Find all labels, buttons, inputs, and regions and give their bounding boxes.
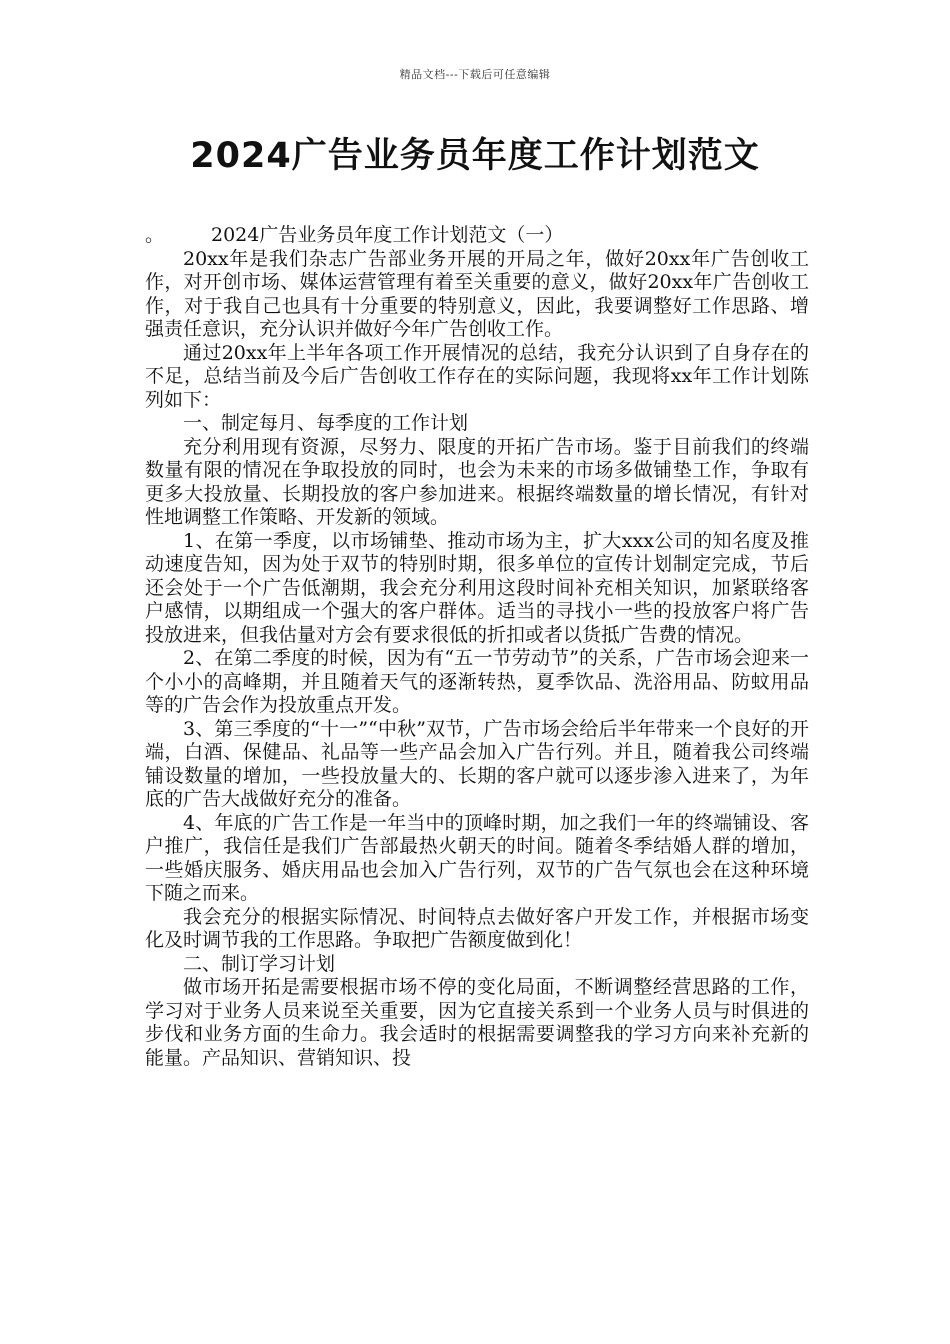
lead-mark: 。 — [145, 224, 165, 246]
document-body — [145, 224, 809, 1070]
paragraph: 2、在第二季度的时候，因为有“五一节劳动节”的关系，广告市场会迎来一个小小的高峰期，并且随着天气的逐渐转热，夏季饮品、洗浴用品、防蚊用品等的广告会作为投放重点开发。 — [145, 647, 809, 716]
section-heading: 二、制订学习计划 — [183, 952, 336, 975]
paragraph: 充分利用现有资源，尽努力、限度的开拓广告市场。鉴于目前我们的终端数量有限的情况在争取投放的同时，也会为未来的市场多做铺垫工作，争取有更多大投放量、长期投放的客户参加进来。根据终端数量的增长情况，有针对性地调整工作策略、开发新的领域。 — [145, 435, 809, 528]
document-title: 2024广告业务员年度工作计划范文 — [190, 136, 760, 176]
paragraph: 4、年底的广告工作是一年当中的顶峰时期，加之我们一年的终端铺设、客户推广，我信任是我们广告部最热火朝天的时间。随着冬季结婚人群的增加，一些婚庆服务、婚庆用品也会加入广告行列，双节的广告气氛也会在这种环境下随之而来。 — [145, 811, 809, 904]
header-note: 精品文档---下载后可任意编辑 — [399, 68, 551, 81]
paragraph: 3、第三季度的“十一”“中秋”双节，广告市场会给后半年带来一个良好的开端，白酒、保健品、礼品等一些产品会加入广告行列。并且，随着我公司终端铺设数量的增加，一些投放量大的、长期的客户就可以逐步渗入进来了，为年底的广告大战做好充分的准备。 — [145, 717, 809, 810]
section-lead — [145, 224, 809, 248]
paragraph: 1、在第一季度，以市场铺垫、推动市场为主，扩大xxx公司的知名度及推动速度告知，因为处于双节的特别时期，很多单位的宣传计划制定完成，节后还会处于一个广告低潮期，我会充分利用这段时间补充相关知识，加紧联络客户感情，以期组成一个强大的客户群体。适当的寻找小一些的投放客户将广告投放进来，但我估量对方会有要求很低的折扣或者以货抵广告费的情况。 — [145, 529, 809, 646]
paragraph: 做市场开拓是需要根据市场不停的变化局面，不断调整经营思路的工作，学习对于业务人员来说至关重要，因为它直接关系到一个业务人员与时俱进的步伐和业务方面的生命力。我会适时的根据需要调整我的学习方向来补充新的能量。产品知识、营销知识、投 — [145, 976, 809, 1069]
paragraph: 通过20xx年上半年各项工作开展情况的总结，我充分认识到了自身存在的不足，总结当前及今后广告创收工作存在的实际问题，我现将xx年工作计划陈列如下： — [145, 341, 809, 411]
section-heading: 一、制定每月、每季度的工作计划 — [183, 412, 469, 434]
paragraph: 我会充分的根据实际情况、时间特点去做好客户开发工作，并根据市场变化及时调节我的工作思路。争取把广告额度做到化！ — [145, 905, 809, 951]
paragraph: 20xx年是我们杂志广告部业务开展的开局之年，做好20xx年广告创收工作，对开创市场、媒体运营管理有着至关重要的意义，做好20xx年广告创收工作，对于我自己也具有十分重要的特别意义，因此，我要调整好工作思路、增强责任意识，充分认识并做好今年广告创收工作。 — [145, 247, 809, 340]
section-heading-text: 2024广告业务员年度工作计划范文（一） — [211, 224, 564, 246]
